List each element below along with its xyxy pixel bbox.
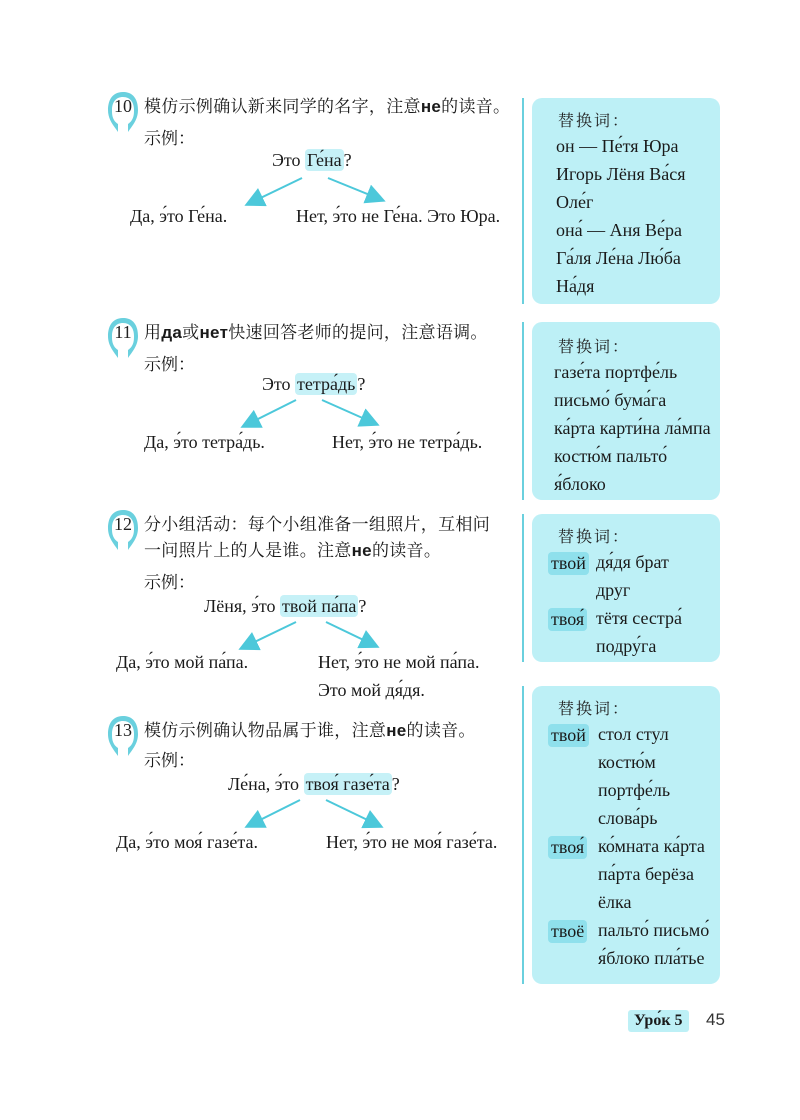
box-line: подру́га xyxy=(596,636,657,656)
example-label: 示例： xyxy=(144,355,195,375)
box-line: газе́та портфе́ль xyxy=(554,362,678,382)
answer-no: Нет, э́то не Ге́на. Это Юра. xyxy=(296,206,501,226)
substitution-box xyxy=(532,98,720,304)
box-line: костю́м пальто́ xyxy=(554,446,668,466)
possessive-tag: твоя́ xyxy=(548,608,587,631)
possessive-tag: твой xyxy=(548,724,589,747)
box-line: Оле́г xyxy=(556,192,594,212)
exercise-number-badge xyxy=(106,316,140,356)
answer-yes: Да, э́то мой па́па. xyxy=(116,652,249,672)
column-divider xyxy=(522,98,524,304)
exercise-number: 12 xyxy=(114,514,132,534)
example-label: 示例： xyxy=(144,573,195,593)
exercise-number: 11 xyxy=(114,322,132,342)
box-line: костю́м xyxy=(598,752,656,772)
possessive-tag: твоё xyxy=(548,920,587,943)
exercise-number: 13 xyxy=(114,720,132,740)
box-line: слова́рь xyxy=(598,808,658,828)
box-line: она́ — Аня Ве́ра xyxy=(556,220,683,240)
page-number: 45 xyxy=(706,1010,725,1029)
box-title: 替换词： xyxy=(558,527,631,546)
answer-no: Нет, э́то не мой па́па. xyxy=(318,652,480,672)
box-line: ка́рта карти́на ла́мпа xyxy=(554,418,711,438)
box-line: ёлка xyxy=(598,892,632,912)
box-line: друг xyxy=(596,580,631,600)
box-line: письмо́ бума́га xyxy=(554,390,667,410)
possessive-tag: твой xyxy=(548,552,589,575)
box-line: Га́ля Ле́на Лю́ба xyxy=(556,248,681,268)
possessive-tag: твоя́ xyxy=(548,836,587,859)
exercise-number: 10 xyxy=(114,96,132,116)
answer-no: Нет, э́то не тетра́дь. xyxy=(332,432,483,452)
example-label: 示例： xyxy=(144,751,195,771)
box-line: пальто́ письмо́ xyxy=(598,920,710,940)
box-line: Игорь Лёня Ва́ся xyxy=(556,164,686,184)
exercise-instruction: 用да或нет快速回答老师的提问，注意语调。 xyxy=(144,323,488,343)
exercise-number-badge xyxy=(106,714,140,754)
box-line: он — Пе́тя Юра xyxy=(556,136,679,156)
box-line: я́блоко xyxy=(554,474,606,494)
lesson-label: Уро́к 5 xyxy=(628,1010,689,1032)
box-line: стол стул xyxy=(598,724,669,744)
answer-no: Нет, э́то не моя́ газе́та. xyxy=(326,832,498,852)
substitution-box xyxy=(532,322,720,500)
column-divider xyxy=(522,686,524,984)
answer-no-continued: Это мой дя́дя. xyxy=(318,680,425,700)
box-line: па́рта берёза xyxy=(598,864,694,884)
answer-yes: Да, э́то моя́ газе́та. xyxy=(116,832,258,852)
column-divider xyxy=(522,514,524,662)
exercise-number-badge xyxy=(106,508,140,548)
substitution-box xyxy=(532,514,720,662)
exercise-instruction: 模仿示例确认新来同学的名字，注意не的读音。 xyxy=(144,97,511,117)
box-title: 替换词： xyxy=(558,699,631,718)
box-line: тётя сестра́ xyxy=(596,608,682,628)
column-divider xyxy=(522,322,524,500)
example-question: Лёня, э́то твой па́па ? xyxy=(204,596,367,616)
box-line: портфе́ль xyxy=(598,780,671,800)
box-line: ко́мната ка́рта xyxy=(598,836,705,856)
answer-yes: Да, э́то тетра́дь. xyxy=(144,432,265,452)
box-title: 替换词： xyxy=(558,111,631,130)
box-title: 替换词： xyxy=(558,337,631,356)
box-line: дя́дя брат xyxy=(596,552,669,572)
substitution-box xyxy=(532,686,720,984)
exercise-instruction: 模仿示例确认物品属于谁，注意не的读音。 xyxy=(144,721,476,741)
example-question: Ле́на, э́то твоя́ газе́та ? xyxy=(228,774,400,794)
example-question: Это тетра́дь ? xyxy=(262,374,366,394)
example-question: Это Ге́на ? xyxy=(272,150,352,170)
box-line: я́блоко пла́тье xyxy=(598,948,705,968)
example-label: 示例： xyxy=(144,129,195,149)
box-line: На́дя xyxy=(556,276,595,296)
exercise-instruction: 分小组活动：每个小组准备一组照片，互相问 一问照片上的人是谁。注意не的读音。 xyxy=(144,515,490,561)
answer-yes: Да, э́то Ге́на. xyxy=(130,206,228,226)
